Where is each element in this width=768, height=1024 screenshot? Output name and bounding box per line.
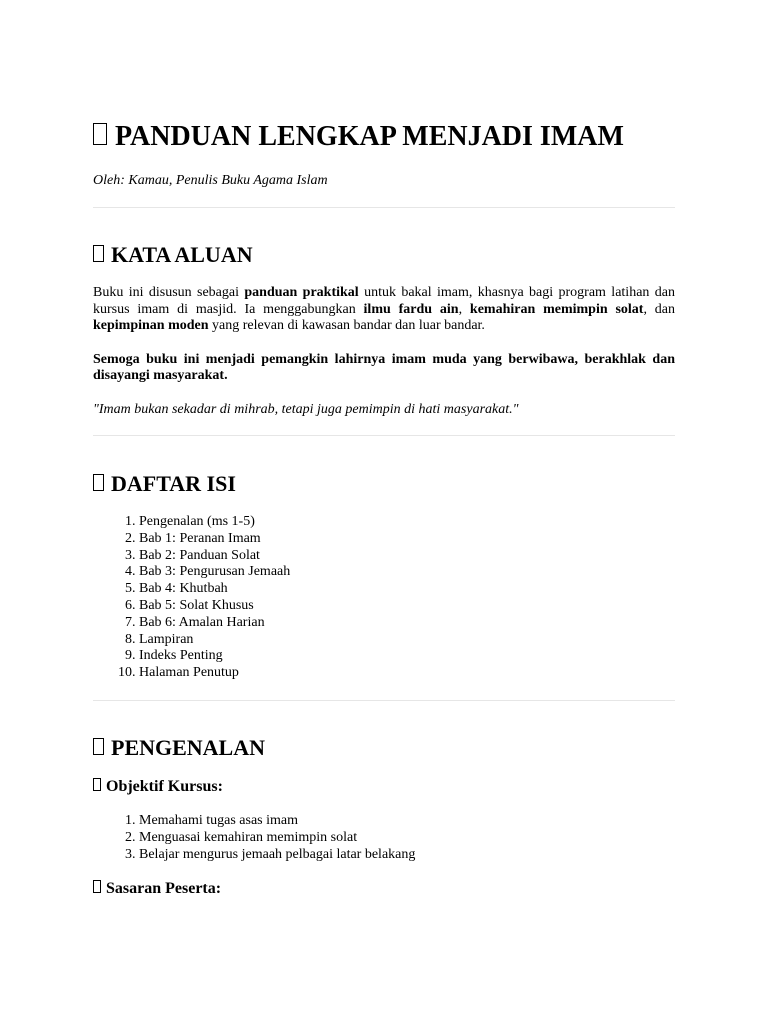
missing-glyph-box-icon (93, 123, 107, 145)
heading-daftar-isi (93, 471, 675, 497)
toc-item: 7. Bab 6: Amalan Harian (139, 615, 675, 632)
section-divider (93, 700, 675, 701)
heading-daftar-isi-text: DAFTAR ISI (111, 471, 236, 496)
section-divider (93, 435, 675, 436)
document-title-text: PANDUAN LENGKAP MENJADI IMAM (115, 121, 624, 152)
toc-item: 1. Pengenalan (ms 1-5) (139, 514, 675, 531)
heading-sasaran-peserta (93, 879, 675, 899)
daftar-isi-list (93, 514, 675, 682)
byline: Oleh: Kamau, Penulis Buku Agama Islam (93, 173, 328, 188)
kata-aluan-wish: Semoga buku ini menjadi pemangkin lahirnya imam muda yang berwibawa, berakhlak dan disayangi masyarakat. (93, 351, 675, 383)
bold-panduan-praktikal: panduan praktikal (244, 285, 359, 300)
heading-sasaran-peserta-text: Sasaran Peserta: (106, 880, 222, 898)
toc-item: 3. Bab 2: Panduan Solat (139, 548, 675, 565)
toc-item: 2. Bab 1: Peranan Imam (139, 531, 675, 548)
toc-item: 6. Bab 5: Solat Khusus (139, 598, 675, 615)
missing-glyph-box-icon (93, 778, 101, 791)
objektif-item: 2. Menguasai kemahiran memimpin solat (139, 830, 675, 847)
heading-pengenalan-text: PENGENALAN (111, 734, 266, 760)
objektif-item: 1. Memahami tugas asas imam (139, 813, 675, 830)
document-content (93, 120, 675, 899)
heading-objektif-kursus (93, 777, 675, 797)
toc-item: 5. Bab 4: Khutbah (139, 581, 675, 598)
heading-pengenalan (93, 735, 675, 761)
bold-kemahiran-memimpin-solat: kemahiran memimpin solat (469, 301, 644, 317)
kata-aluan-paragraph: Buku ini disusun sebagai panduan praktikal untuk bakal imam, khasnya bagi program latihan dan kursus imam di masjid. Ia menggabungkan ilmu fardu ain, kemahiran memimpin solat, dan kepimpinan moden yang relevan di kawasan bandar dan luar bandar. (93, 285, 676, 333)
missing-glyph-box-icon (93, 738, 104, 755)
heading-kata-aluan (93, 242, 675, 268)
document-title (93, 120, 675, 154)
bold-kepimpinan-moden: kepimpinan moden (93, 318, 209, 333)
toc-item: 10. Halaman Penutup (139, 665, 675, 682)
heading-objektif-kursus-text: Objektif Kursus: (106, 777, 223, 795)
missing-glyph-box-icon (93, 880, 101, 893)
toc-item: 9. Indeks Penting (139, 648, 675, 665)
toc-item: 4. Bab 3: Pengurusan Jemaah (139, 564, 675, 581)
objektif-list (93, 813, 675, 863)
missing-glyph-box-icon (93, 474, 104, 491)
heading-kata-aluan-text: KATA ALUAN (111, 242, 253, 267)
objektif-item: 3. Belajar mengurus jemaah pelbagai latar belakang (139, 847, 675, 864)
bold-ilmu-fardu-ain: ilmu fardu ain (363, 301, 459, 317)
section-divider (93, 207, 675, 208)
kata-aluan-quote: "Imam bukan sekadar di mihrab, tetapi juga pemimpin di hati masyarakat." (93, 401, 519, 417)
toc-item: 8. Lampiran (139, 632, 675, 649)
missing-glyph-box-icon (93, 245, 104, 262)
